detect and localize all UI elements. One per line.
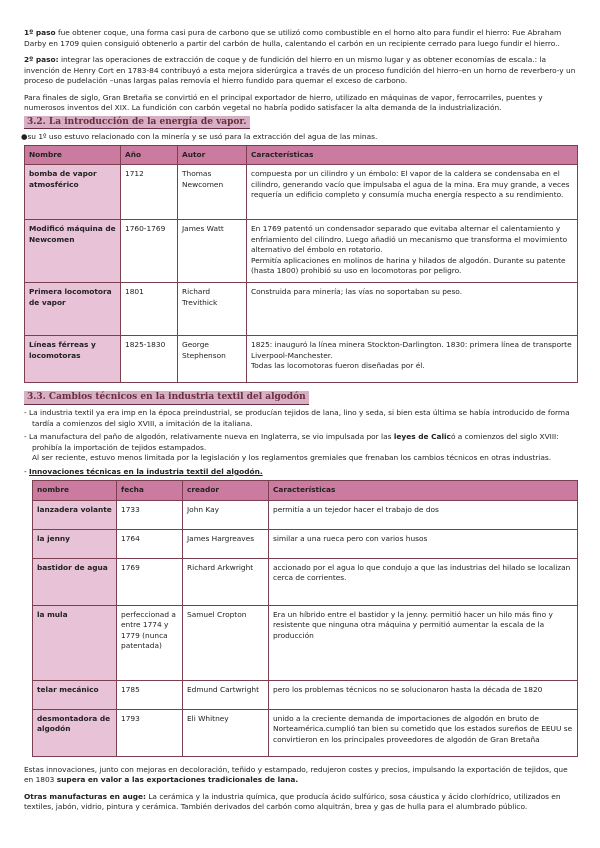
- row-name: Primera locomotora de vapor: [25, 283, 121, 336]
- textile-point-2: - La manufactura del paño de algodón, relativamente nueva en Inglaterra, se vio impulsada por las leyes de Calicó a comienzos del siglo XVIII: prohibía la importación de tejidos estampados. Al ser reciente, estuvo menos limitada por la legislación y los reglamentos gremiales que frenaban los cambios técnicos en otras industrias.: [24, 432, 559, 463]
- step-2-text: integrar las operaciones de extracción de coque y de fundición del hierro en un mismo lugar y as obtener economías de escala.: la invención de Henry Cort en 1783-84 contribuyó a esta mejora siderúrgica a través de un proceso fundición del hierro–en un horno de reverbero-y un proceso de pudelación –unas largas palas removía el hierro fundido para quemar el exceso de carbono.: [24, 55, 576, 86]
- row-author: George Stephenson: [178, 336, 247, 383]
- row-name: lanzadera volante: [33, 500, 117, 529]
- table-row: [25, 283, 578, 336]
- row-desc: pero los problemas técnicos no se solucionaron hasta la década de 1820: [269, 680, 578, 709]
- row-year: 1733: [117, 500, 183, 529]
- row-name: Modificó máquina de Newcomen: [25, 220, 121, 283]
- closing-paragraph-2: Otras manufacturas en auge: La cerámica y la industria química, que producía ácido sulfúrico, sosa cáustica y ácido clorhídrico, utilizados en textiles, jabón, vidrio, pintura y cerámica. También derivados del carbón como alquitrán, brea y gas de hulla para el alumbrado público.: [24, 791, 561, 812]
- header-cell: Características: [269, 481, 578, 501]
- row-year: 1793: [117, 709, 183, 756]
- header-cell: Características: [247, 145, 578, 165]
- row-author: Thomas Newcomen: [178, 165, 247, 220]
- table-header-row: [33, 481, 578, 501]
- other-manufactures-label: Otras manufacturas en auge:: [24, 791, 146, 801]
- row-year: 1712: [121, 165, 178, 220]
- exports-emphasis: supera en valor a las exportaciones tradicionales de lana.: [56, 775, 299, 785]
- table-row: [25, 336, 578, 383]
- header-cell: Nombre: [25, 145, 121, 165]
- table-row: [25, 220, 578, 283]
- header-cell: fecha: [117, 481, 183, 501]
- row-desc: Era un híbrido entre el bastidor y la jenny. permitió hacer un hilo más fino y resistente que ninguna otra máquina y permitió aumentar la escala de la producción: [269, 605, 578, 680]
- intro-paragraph-1: [24, 28, 578, 49]
- row-author: John Kay: [183, 500, 269, 529]
- row-year: 1760-1769: [121, 220, 178, 283]
- steam-table: [24, 145, 578, 384]
- row-desc: En 1769 patentó un condensador separado que evitaba alternar el calentamiento y enfriamiento del cilindro. Luego añadió un mecanismo que transforma el movimiento alternativo del émbolo en rotatorio. Permitía aplicaciones en molinos de harina y hilados de algodón. Durante su patente (hasta 1800) prohibió su uso en locomotoras por peligro.: [247, 220, 578, 283]
- row-name: la jenny: [33, 529, 117, 558]
- section-3-2-bullet: ●su 1º uso estuvo relacionado con la minería y se usó para la extracción del agua de las minas.: [21, 132, 378, 142]
- innovations-title: Innovaciones técnicas en la industria textil del algodón.: [29, 466, 263, 476]
- step-1-text: fue obtener coque, una forma casi pura de carbono que se utilizó como combustible en el horno alto para fundir el hierro: Fue Abraham Darby en 1709 quien consiguió obtenerlo a partir del carbón de hulla, calentando el carbón en un recipiente cerrado para luego fundir el hierro..: [24, 28, 562, 48]
- table-row: [33, 500, 578, 529]
- row-desc: permitía a un tejedor hacer el trabajo de dos: [269, 500, 578, 529]
- textile-table: [32, 480, 578, 757]
- row-name: bomba de vapor atmosférico: [25, 165, 121, 220]
- table-row: [33, 605, 578, 680]
- row-author: James Watt: [178, 220, 247, 283]
- intro-paragraph-3: Para finales de siglo, Gran Bretaña se convirtió en el principal exportador de hierro, utilizado en máquinas de vapor, ferrocarriles, puentes y numerosos inventos del XIX. La fundición con carbón vegetal no habría podido satisfacer la alta demanda de la industrialización.: [24, 92, 543, 113]
- row-year: perfeccionad a entre 1774 y 1779 (nunca patentada): [117, 605, 183, 680]
- row-name: desmontadora de algodón: [33, 709, 117, 756]
- table-row: [33, 529, 578, 558]
- table-row: [33, 558, 578, 605]
- table-row: [33, 709, 578, 756]
- textile-point-1: - La industria textil ya era imp en la época preindustrial, se producían tejidos de lana, lino y seda, si bien esta última se había introducido de forma tardía a comienzos del siglo XVIII, a imitación de la italiana.: [24, 408, 570, 428]
- closing-paragraph-1: Estas innovaciones, junto con mejoras en decoloración, teñido y estampado, redujeron costes y precios, impulsando la exportación de tejidos, que en 1803 supera en valor a las exportaciones tradicionales de lana.: [24, 764, 568, 785]
- table-row: [33, 680, 578, 709]
- row-desc: accionado por el agua lo que condujo a que las industrias del hilado se localizan cerca de corrientes.: [269, 558, 578, 605]
- row-author: Eli Whitney: [183, 709, 269, 756]
- row-name: telar mecánico: [33, 680, 117, 709]
- section-3-2-heading: 3.2. La introducción de la energía de vapor.: [24, 116, 250, 130]
- row-year: 1785: [117, 680, 183, 709]
- header-cell: Autor: [178, 145, 247, 165]
- intro-paragraph-2: [24, 55, 578, 87]
- step-2-label: 2º paso:: [24, 55, 59, 65]
- header-cell: Año: [121, 145, 178, 165]
- row-year: 1825-1830: [121, 336, 178, 383]
- row-desc: compuesta por un cilindro y un émbolo: El vapor de la caldera se condensaba en el cilindro, generando vacío que impulsaba el agua de la mina. Era muy grande, a veces requería un edificio completo y consumía mucha energía respecto a su rendimiento.: [247, 165, 578, 220]
- row-desc: unido a la creciente demanda de importaciones de algodón en bruto de Norteamérica.cumplió tan bien su cometido que los estados sureños de EEUU se convirtieron en los principales proveedores de algodón de Gran Bretaña: [269, 709, 578, 756]
- row-name: Líneas férreas y locomotoras: [25, 336, 121, 383]
- row-desc: 1825: inauguró la línea minera Stockton-Darlington. 1830: primera línea de transporte Liverpool-Manchester. Todas las locomotoras fueron diseñadas por él.: [247, 336, 578, 383]
- row-desc: Construida para minería; las vías no soportaban su peso.: [247, 283, 578, 336]
- table-row: [25, 165, 578, 220]
- row-desc: similar a una rueca pero con varios husos: [269, 529, 578, 558]
- row-author: Richard Trevithick: [178, 283, 247, 336]
- row-year: 1764: [117, 529, 183, 558]
- row-author: Edmund Cartwright: [183, 680, 269, 709]
- calico-laws: leyes de Calic: [393, 432, 451, 442]
- row-year: 1801: [121, 283, 178, 336]
- step-1-label: 1º paso: [24, 28, 56, 37]
- row-author: Samuel Cropton: [183, 605, 269, 680]
- row-name: la mula: [33, 605, 117, 680]
- row-author: James Hargreaves: [183, 529, 269, 558]
- row-author: Richard Arkwright: [183, 558, 269, 605]
- header-cell: creador: [183, 481, 269, 501]
- textile-point-3: - Innovaciones técnicas en la industria textil del algodón.: [24, 466, 263, 476]
- row-name: bastidor de agua: [33, 558, 117, 605]
- header-cell: nombre: [33, 481, 117, 501]
- row-year: 1769: [117, 558, 183, 605]
- section-3-3-heading: 3.3. Cambios técnicos en la industria textil del algodón: [24, 391, 309, 405]
- table-header-row: [25, 145, 578, 165]
